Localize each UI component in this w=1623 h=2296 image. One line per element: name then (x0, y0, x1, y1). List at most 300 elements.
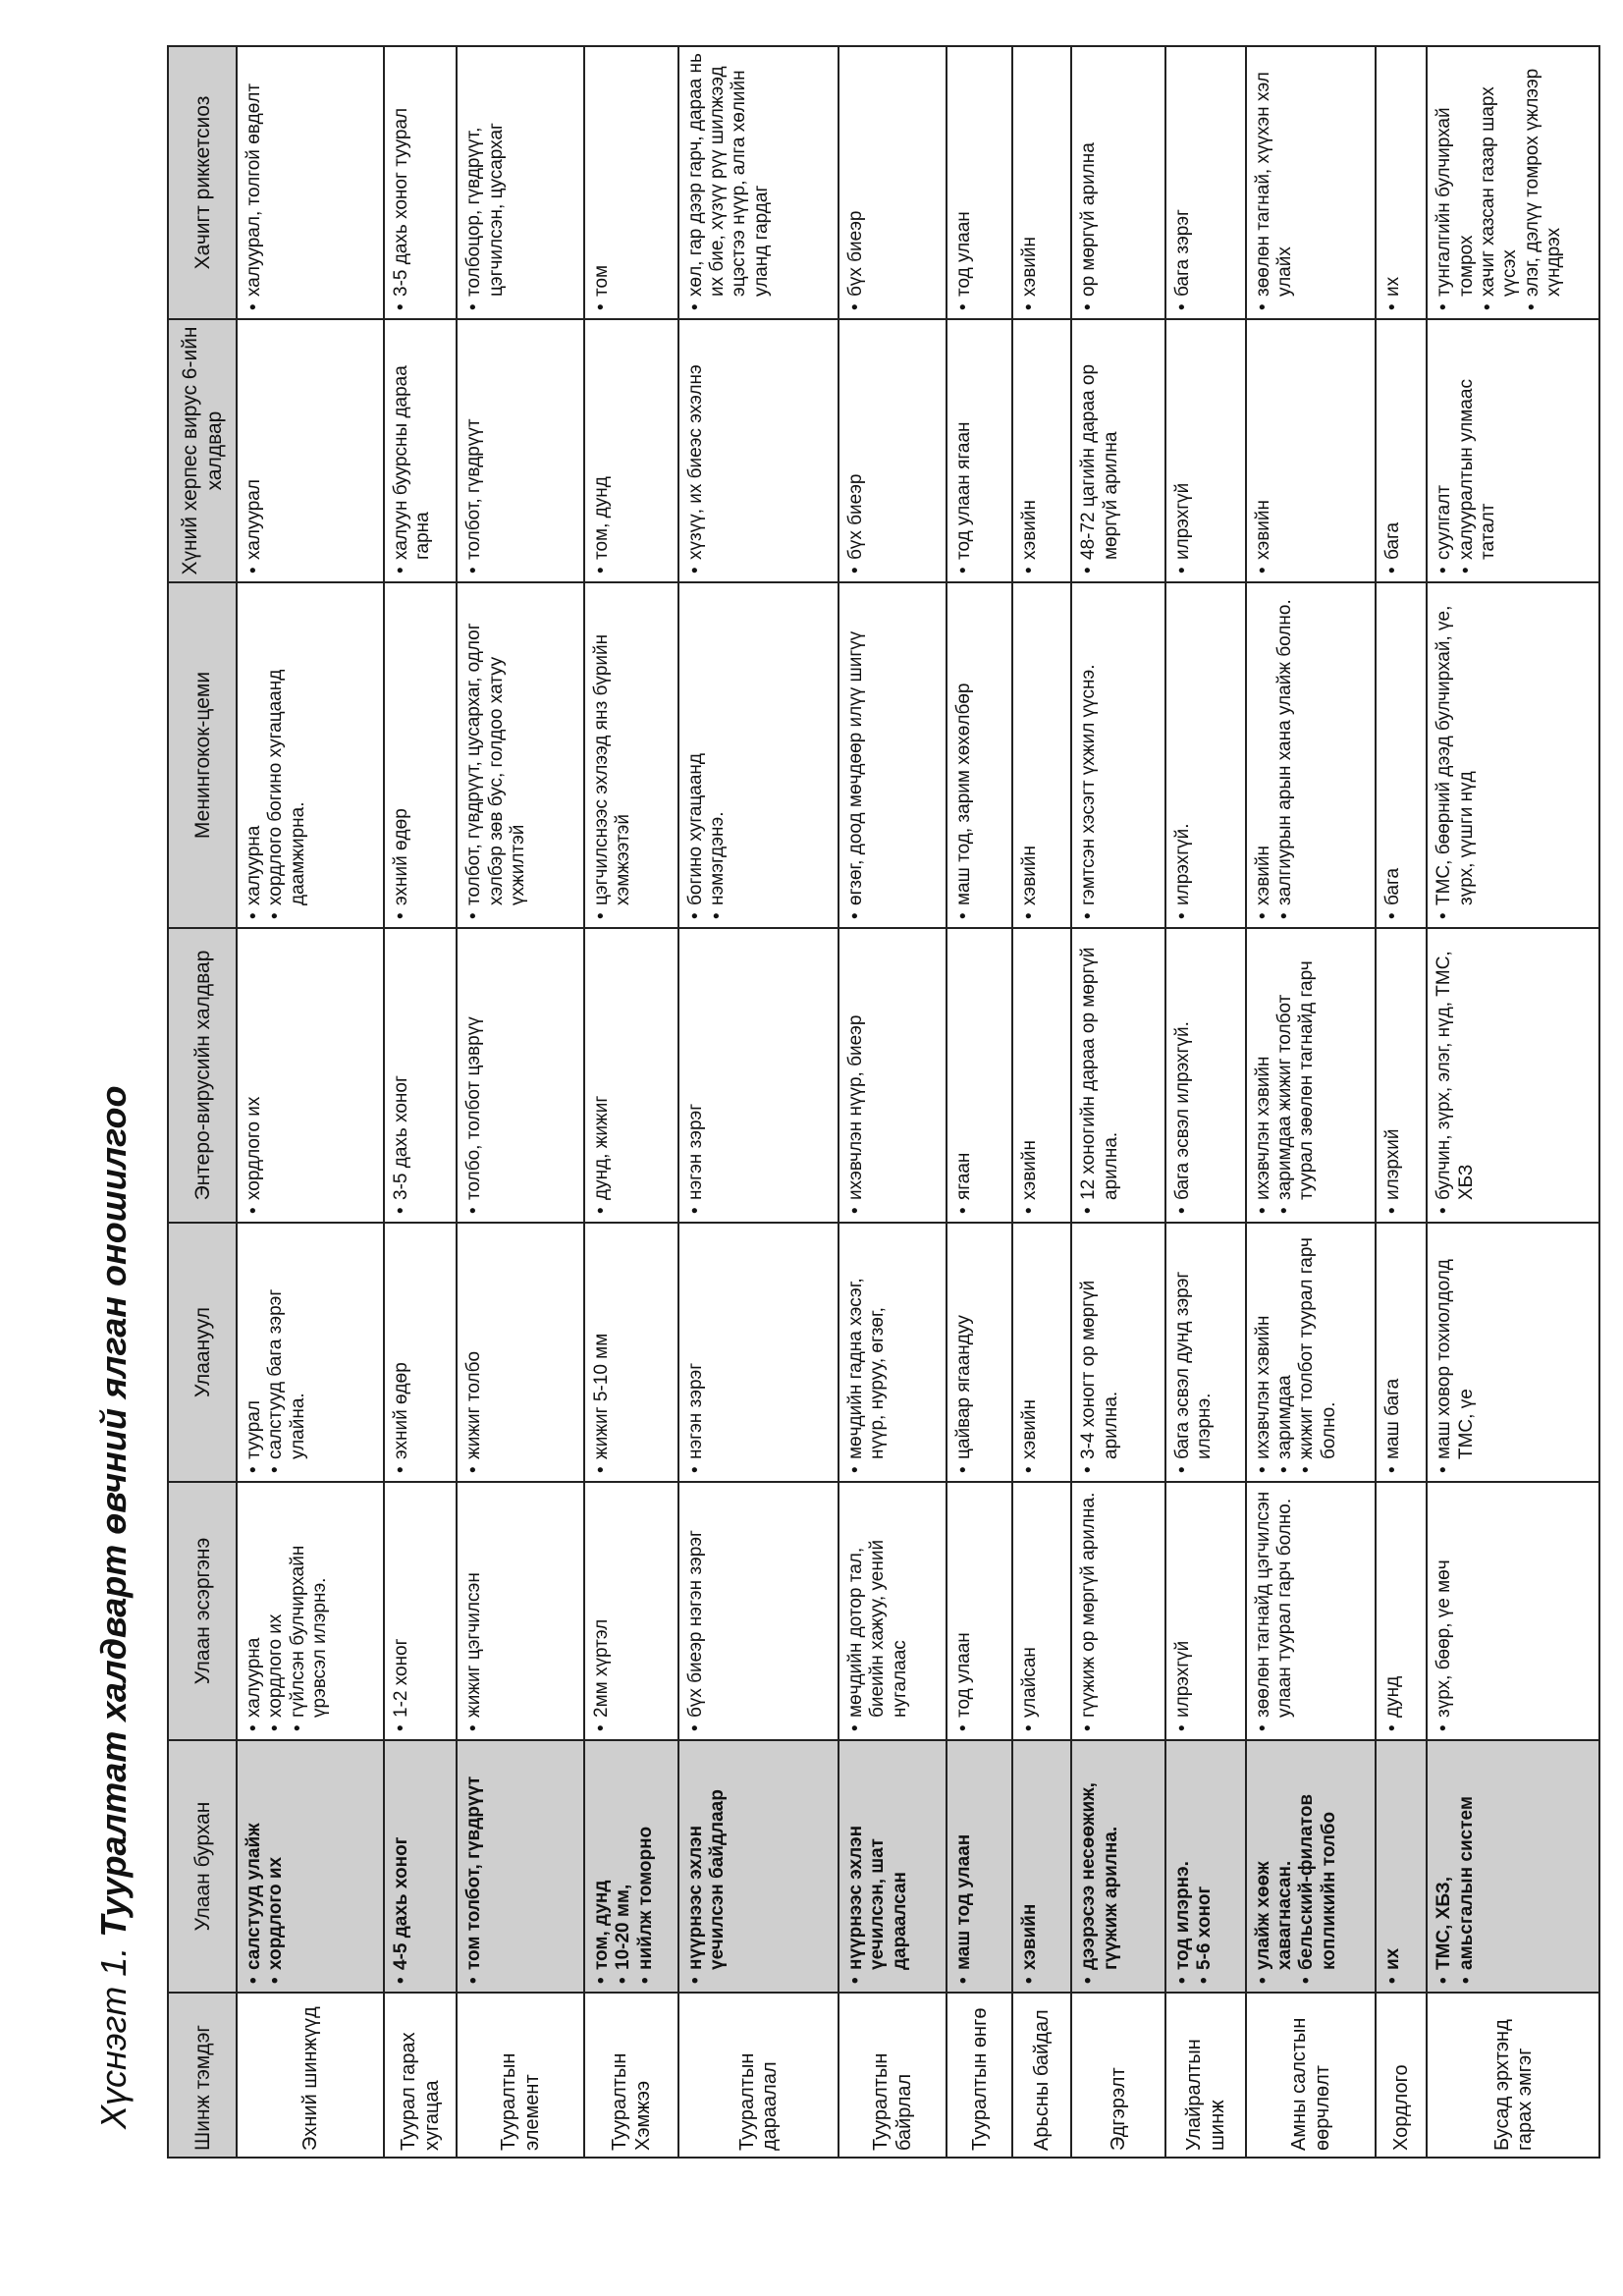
cell-list (845, 1230, 890, 1475)
cell-list (1019, 326, 1041, 575)
table-cell (839, 319, 947, 582)
table-body (237, 46, 1599, 2158)
cell-item: • нүүрнээс эхлэн үечилсэн байдлаар (685, 1747, 730, 1970)
cell-list (1019, 1230, 1041, 1475)
table-cell (237, 1482, 384, 1740)
cell-list (591, 935, 613, 1216)
cell-list (1019, 589, 1041, 921)
cell-item: • илрэхгүй. (1172, 589, 1194, 905)
cell-list (463, 1489, 485, 1733)
table-cell (678, 1740, 839, 1993)
caption-prefix: Хүснэгт 1. (93, 1946, 134, 2129)
cell-list (591, 1747, 657, 1986)
cell-item: • дунд (1382, 1489, 1404, 1718)
table-row (584, 46, 678, 2158)
cell-item: • эхний өдөр (391, 1230, 412, 1459)
cell-list (1382, 935, 1404, 1216)
table-cell (1165, 46, 1246, 319)
cell-list (1078, 1230, 1122, 1475)
caption-title: Тууралтат халдварт өвчний ялган оношилгоо (93, 1085, 134, 1938)
row-label: Бусад эрхтэнд гарах эмгэг (1427, 1993, 1599, 2158)
cell-item: • богино хугацаанд (685, 589, 707, 905)
header-cell: Хачигт риккетсиоз (168, 46, 237, 319)
cell-list (953, 326, 975, 575)
table-cell (457, 1740, 584, 1993)
cell-item: • 3-5 дахь хоног (391, 935, 412, 1200)
table-cell (1012, 928, 1071, 1223)
cell-list (463, 326, 485, 575)
cell-list (1019, 1489, 1041, 1733)
cell-item: • 10-20 мм, (613, 1747, 634, 1970)
table-cell (1427, 582, 1599, 928)
table-cell (1012, 1482, 1071, 1740)
cell-list (591, 1230, 613, 1475)
cell-item: • толбот, гүвдрүүт (463, 326, 485, 560)
cell-item: • жижиг толбо (463, 1230, 485, 1459)
cell-item: • туурал (243, 1230, 265, 1459)
cell-item: • хэвийн (1019, 1747, 1041, 1970)
table-cell (947, 582, 1012, 928)
header-row (168, 46, 237, 2158)
cell-item: • бага эсвэл илрэхгүй. (1172, 935, 1194, 1200)
cell-item: • илрэхгүй (1172, 1489, 1194, 1718)
table-cell (1246, 582, 1376, 928)
cell-item: • салстууд улайж (243, 1747, 265, 1970)
cell-list (591, 326, 613, 575)
row-label: Эдгэрэлт (1071, 1993, 1165, 2158)
cell-item: • зөөлөн тагнай, хүүхэн хэл улайх (1253, 53, 1297, 297)
table-cell (1165, 1740, 1246, 1993)
table-cell (584, 582, 678, 928)
cell-item: • хэвийн (1019, 326, 1041, 560)
table-cell (1427, 928, 1599, 1223)
cell-item: • амьсгалын систем (1456, 1747, 1478, 1970)
table-cell (1165, 1482, 1246, 1740)
cell-item: • тод улаан ягаан (953, 326, 975, 560)
table-cell (839, 46, 947, 319)
table-cell (1012, 46, 1071, 319)
table-row (1071, 46, 1165, 2158)
table-cell (457, 928, 584, 1223)
cell-list (1078, 1747, 1122, 1986)
cell-item: • ихэвчлэн хэвийн (1253, 1230, 1274, 1459)
table-cell (1376, 319, 1428, 582)
cell-item: • бүх биеэр (845, 326, 867, 560)
cell-item: • ор мөргүй арилна (1078, 53, 1100, 297)
cell-list (685, 589, 730, 921)
cell-item: • халуурна (243, 1489, 265, 1718)
table-cell (947, 1482, 1012, 1740)
cell-item: • ихэвчлэн хэвийн (1253, 935, 1274, 1200)
table-cell (1071, 319, 1165, 582)
table-cell (1071, 582, 1165, 928)
header-cell: Улаан эсэргэнэ (168, 1482, 237, 1740)
cell-item: • хэвийн (1019, 935, 1041, 1200)
cell-list (953, 589, 975, 921)
cell-item: • бага эсвэл дунд зэрэг илэрнэ. (1172, 1230, 1217, 1459)
cell-list (1078, 589, 1100, 921)
cell-list (463, 1747, 485, 1986)
table-cell (1165, 582, 1246, 928)
row-label: Эхний шинжүүд (237, 1993, 384, 2158)
cell-item: • 3-4 хоногт ор мөргүй арилна. (1078, 1230, 1122, 1459)
cell-list (845, 1747, 911, 1986)
cell-item: • цайвар ягаандуу (953, 1230, 975, 1459)
cell-item: • хөл, гар дээр гарч, дараа нь их бие, хүзүү рүү шилжээд эцэстээ нүүр, алга хөлийн уланд гардаг (685, 53, 774, 297)
cell-list (1253, 53, 1297, 312)
cell-item: • дунд, жижиг (591, 935, 613, 1200)
cell-item: • заримдаа (1274, 1230, 1296, 1459)
table-cell (1376, 582, 1428, 928)
table-row (947, 46, 1012, 2158)
cell-list (591, 1489, 613, 1733)
cell-item: • их (1382, 53, 1404, 297)
table-cell (457, 319, 584, 582)
cell-list (1172, 53, 1194, 312)
cell-item: • тод илэрнэ. (1172, 1747, 1194, 1970)
table-cell (237, 1223, 384, 1482)
table-cell (678, 582, 839, 928)
table-row (1427, 46, 1599, 2158)
cell-list (463, 589, 529, 921)
cell-item: • нэмэгдэнэ. (707, 589, 729, 905)
row-label: Тууралтын дараалал (678, 1993, 839, 2158)
cell-item: • тод улаан (953, 53, 975, 297)
row-label: Хордлого (1376, 1993, 1428, 2158)
cell-item: • мөчдийн дотор тал, биеийн хажуу, уений нугалаас (845, 1489, 911, 1718)
table-cell (1165, 928, 1246, 1223)
cell-item: • залгиурын арын хана улайж болно. (1274, 589, 1296, 905)
table-cell (1012, 319, 1071, 582)
cell-list (1172, 1230, 1217, 1475)
cell-item: • 1-2 хоног (391, 1489, 412, 1718)
cell-list (1253, 935, 1319, 1216)
table-cell (1376, 1740, 1428, 1993)
cell-list (685, 326, 707, 575)
table-cell (947, 1740, 1012, 1993)
cell-item: • хэвийн (1019, 1230, 1041, 1459)
cell-list (243, 1230, 309, 1475)
cell-item: • нүүрнээс эхлэн үечилсэн, шат дараалсан (845, 1747, 911, 1970)
cell-item: • 48-72 цагийн дараа ор мөргүй арилна (1078, 326, 1122, 560)
cell-list (463, 935, 485, 1216)
header-cell: Энтеро-вирусийн халдвар (168, 928, 237, 1223)
table-row (1246, 46, 1376, 2158)
header-cell: Шинж тэмдэг (168, 1993, 237, 2158)
cell-list (1382, 326, 1404, 575)
cell-item: • маш бага (1382, 1230, 1404, 1459)
cell-item: • толбот, гүвдрүүт, цусархаг, одлог хэлбэр зөв бус, голдоо хатуу үхжилтэй (463, 589, 529, 905)
table-cell (384, 319, 457, 582)
cell-item: • бүх биеэр нэгэн зэрэг (685, 1489, 707, 1718)
row-label: Улайралтын шинж (1165, 1993, 1246, 2158)
cell-list (591, 589, 635, 921)
table-cell (1246, 1223, 1376, 1482)
cell-item: • маш ховор тохиолдолд ТМС, үе (1434, 1230, 1478, 1459)
cell-list (243, 326, 265, 575)
cell-item: • маш тод, зарим хөхөлбөр (953, 589, 975, 905)
cell-item: • жижиг толбот туурал гарч болно. (1296, 1230, 1340, 1459)
cell-list (1019, 935, 1041, 1216)
cell-item: • бага (1382, 326, 1404, 560)
table-cell (384, 46, 457, 319)
cell-item: • элэг, дэлүү томрох үжлээр хүндрэх (1522, 53, 1566, 297)
table-cell (1012, 582, 1071, 928)
cell-list (845, 53, 867, 312)
table-cell (584, 1482, 678, 1740)
row-label: Тууралтын элемент (457, 1993, 584, 2158)
cell-item: • зүрх, бөөр, үе мөч (1434, 1489, 1455, 1718)
cell-list (243, 935, 265, 1216)
table-cell (237, 46, 384, 319)
table-caption (93, 1086, 135, 2129)
table-cell (678, 1223, 839, 1482)
cell-list (1434, 1230, 1478, 1475)
cell-list (591, 53, 613, 312)
table-cell (237, 319, 384, 582)
cell-item: • 5-6 хоног (1194, 1747, 1216, 1970)
cell-list (243, 1489, 332, 1733)
cell-item: • халуурал, толгой өвдөлт (243, 53, 265, 297)
table-row (1165, 46, 1246, 2158)
table-cell (1246, 46, 1376, 319)
table-cell (947, 46, 1012, 319)
table-cell (1427, 319, 1599, 582)
cell-item: • ТМС, ХБЗ, (1434, 1747, 1455, 1970)
cell-item: • илэрхий (1382, 935, 1404, 1200)
table-cell (237, 582, 384, 928)
cell-item: • нийлж томорно (635, 1747, 657, 1970)
table-cell (1376, 1482, 1428, 1740)
table-cell (1071, 1740, 1165, 1993)
table-cell (839, 1223, 947, 1482)
cell-list (1078, 935, 1122, 1216)
cell-item: • гүйлсэн булчирхайн үрэвсэл илэрнэ. (288, 1489, 332, 1718)
cell-item: • ихэвчлэн нүүр, биеэр (845, 935, 867, 1200)
table-cell (1246, 928, 1376, 1223)
cell-list (685, 1747, 730, 1986)
cell-list (1434, 589, 1478, 921)
cell-list (845, 935, 867, 1216)
table-cell (457, 1482, 584, 1740)
cell-item: • салстууд бага зэрэг улайна. (265, 1230, 309, 1459)
cell-item: • хэвийн (1019, 589, 1041, 905)
cell-list (1434, 1747, 1478, 1986)
header-cell: Улаан бурхан (168, 1740, 237, 1993)
header-cell: Улаануул (168, 1223, 237, 1482)
table-cell (1246, 319, 1376, 582)
cell-list (685, 53, 774, 312)
cell-list (685, 1489, 707, 1733)
table-cell (1071, 928, 1165, 1223)
table-cell (947, 319, 1012, 582)
table-cell (1427, 1482, 1599, 1740)
table-cell (384, 1482, 457, 1740)
cell-list (391, 589, 412, 921)
table-row (1376, 46, 1428, 2158)
cell-item: • 2мм хүртэл (591, 1489, 613, 1718)
cell-list (1434, 53, 1565, 312)
cell-item: • мөчдийн гадна хэсэг, нүүр, нуруу, өгзөг, (845, 1230, 890, 1459)
cell-item: • хачиг хазсан газар шарх үүсэх (1478, 53, 1522, 297)
table-cell (1071, 1223, 1165, 1482)
cell-list (463, 53, 508, 312)
cell-item: • хордлого их (265, 1489, 287, 1718)
table-cell (1071, 46, 1165, 319)
cell-item: • их (1382, 1747, 1404, 1970)
cell-item: • заримдаа жижиг толбот туурал зөөлөн тагнайд гарч (1274, 935, 1319, 1200)
cell-item: • хордлого богино хугацаанд даамжирна. (265, 589, 309, 905)
cell-item: • 12 хоногийн дараа ор мөргүй арилна. (1078, 935, 1122, 1200)
cell-list (1382, 53, 1404, 312)
row-label: Арьсны байдал (1012, 1993, 1071, 2158)
cell-item: • цэгчилснээс эхлээд янз бүрийн хэмжээтэй (591, 589, 635, 905)
header-cell: Хүний херпес вирус 6-ийн халдвар (168, 319, 237, 582)
cell-list (1434, 935, 1478, 1216)
cell-item: • өгзөг, доод мөчдөөр илүү шигүү (845, 589, 867, 905)
cell-list (1382, 1230, 1404, 1475)
table-cell (678, 928, 839, 1223)
differential-diagnosis-table (167, 45, 1600, 2159)
cell-item: • ТМС, бөөрний дээд булчирхай, үе, зүрх, үүшги нүд (1434, 589, 1478, 905)
cell-list (1382, 1747, 1404, 1986)
table-cell (678, 319, 839, 582)
table-cell (1376, 1223, 1428, 1482)
cell-list (1078, 53, 1100, 312)
table-cell (384, 582, 457, 928)
header-cell: Менингокок-цеми (168, 582, 237, 928)
cell-list (1019, 1747, 1041, 1986)
table-cell (1012, 1740, 1071, 1993)
cell-item: • булчин, зүрх, элэг, нүд, ТМС, ХБЗ (1434, 935, 1478, 1200)
cell-list (391, 935, 412, 1216)
cell-item: • хэвийн (1253, 589, 1274, 905)
cell-item: • халуун буурсны дараа гарна (391, 326, 435, 560)
cell-list (243, 53, 265, 312)
cell-item: • суулгалт (1434, 326, 1455, 560)
cell-item: • том (591, 53, 613, 297)
table-cell (839, 1482, 947, 1740)
cell-list (685, 935, 707, 1216)
cell-item: • хордлого их (265, 1747, 287, 1970)
table-cell (1427, 1740, 1599, 1993)
cell-item: • гүүжиж ор мөргүй арилна. (1078, 1489, 1100, 1718)
row-label: Тууралтын өнгө (947, 1993, 1012, 2158)
table-cell (839, 928, 947, 1223)
table-cell (1246, 1482, 1376, 1740)
cell-item: • бельский-филатов копликийн толбо (1296, 1747, 1340, 1970)
cell-list (391, 1489, 412, 1733)
table-cell (1246, 1740, 1376, 1993)
cell-list (1434, 1489, 1455, 1733)
table-cell (947, 1223, 1012, 1482)
table-cell (457, 46, 584, 319)
cell-list (391, 1230, 412, 1475)
cell-list (463, 1230, 485, 1475)
cell-item: • гэмтсэн хэсэгт үхжил үүснэ. (1078, 589, 1100, 905)
cell-item: • маш тод улаан (953, 1747, 975, 1970)
cell-list (1172, 1747, 1217, 1986)
cell-item: • бага (1382, 589, 1404, 905)
cell-list (1253, 1747, 1341, 1986)
cell-item: • бага зэрэг (1172, 53, 1194, 297)
cell-item: • хэвийн (1253, 326, 1274, 560)
row-label: Туурал гарах хугацаа (384, 1993, 457, 2158)
cell-list (1172, 326, 1194, 575)
cell-list (685, 1230, 707, 1475)
cell-list (391, 1747, 412, 1986)
cell-item: • том толбот, гүвдрүүт (463, 1747, 485, 1970)
cell-list (953, 53, 975, 312)
cell-item: • 4-5 дахь хоног (391, 1747, 412, 1970)
table-cell (584, 1740, 678, 1993)
cell-list (845, 1489, 911, 1733)
table-row (839, 46, 947, 2158)
table-cell (1071, 1482, 1165, 1740)
cell-item: • хүзүү, их биеэс эхэлнэ (685, 326, 707, 560)
cell-item: • толбо, толбот цэврүү (463, 935, 485, 1200)
table-cell (384, 928, 457, 1223)
table-cell (678, 46, 839, 319)
cell-item: • нэгэн зэрэг (685, 935, 707, 1200)
table-cell (1012, 1223, 1071, 1482)
cell-list (1382, 589, 1404, 921)
cell-list (1382, 1489, 1404, 1733)
table-cell (384, 1223, 457, 1482)
cell-item: • 3-5 дахь хоног туурал (391, 53, 412, 297)
cell-item: • улайж хөөж хавагнасан. (1253, 1747, 1297, 1970)
cell-item: • тод улаан (953, 1489, 975, 1718)
cell-item: • бүх биеэр (845, 53, 867, 297)
table-cell (584, 928, 678, 1223)
cell-list (1253, 1489, 1297, 1733)
cell-item: • зөөлөн тагнайд цэгчилсэн улаан туурал гарч болно. (1253, 1489, 1297, 1718)
cell-item: • хордлого их (243, 935, 265, 1200)
table-cell (457, 582, 584, 928)
cell-list (1172, 1489, 1194, 1733)
row-label: Амны салстын өөрчлөлт (1246, 1993, 1376, 2158)
cell-list (391, 53, 412, 312)
table-cell (237, 928, 384, 1223)
table-row (1012, 46, 1071, 2158)
cell-list (845, 326, 867, 575)
cell-item: • дээрэсээ несөөжиж, гүүжиж арилна. (1078, 1747, 1122, 1970)
row-label: Тууралтын Хэмжээ (584, 1993, 678, 2158)
cell-list (1434, 326, 1499, 575)
row-label: Тууралтын байрлал (839, 1993, 947, 2158)
table-cell (384, 1740, 457, 1993)
cell-list (1019, 53, 1041, 312)
cell-list (243, 589, 309, 921)
table-cell (584, 1223, 678, 1482)
cell-item: • том, дунд (591, 1747, 613, 1970)
cell-list (953, 1747, 975, 1986)
cell-list (243, 1747, 288, 1986)
table-cell (678, 1482, 839, 1740)
table-cell (839, 1740, 947, 1993)
cell-list (1253, 326, 1274, 575)
cell-list (953, 935, 975, 1216)
cell-item: • ягаан (953, 935, 975, 1200)
table-cell (1427, 1223, 1599, 1482)
table-cell (1165, 1223, 1246, 1482)
table-row (384, 46, 457, 2158)
cell-list (391, 326, 435, 575)
table-cell (457, 1223, 584, 1482)
table-cell (1165, 319, 1246, 582)
cell-item: • эхний өдөр (391, 589, 412, 905)
cell-item: • том, дунд (591, 326, 613, 560)
